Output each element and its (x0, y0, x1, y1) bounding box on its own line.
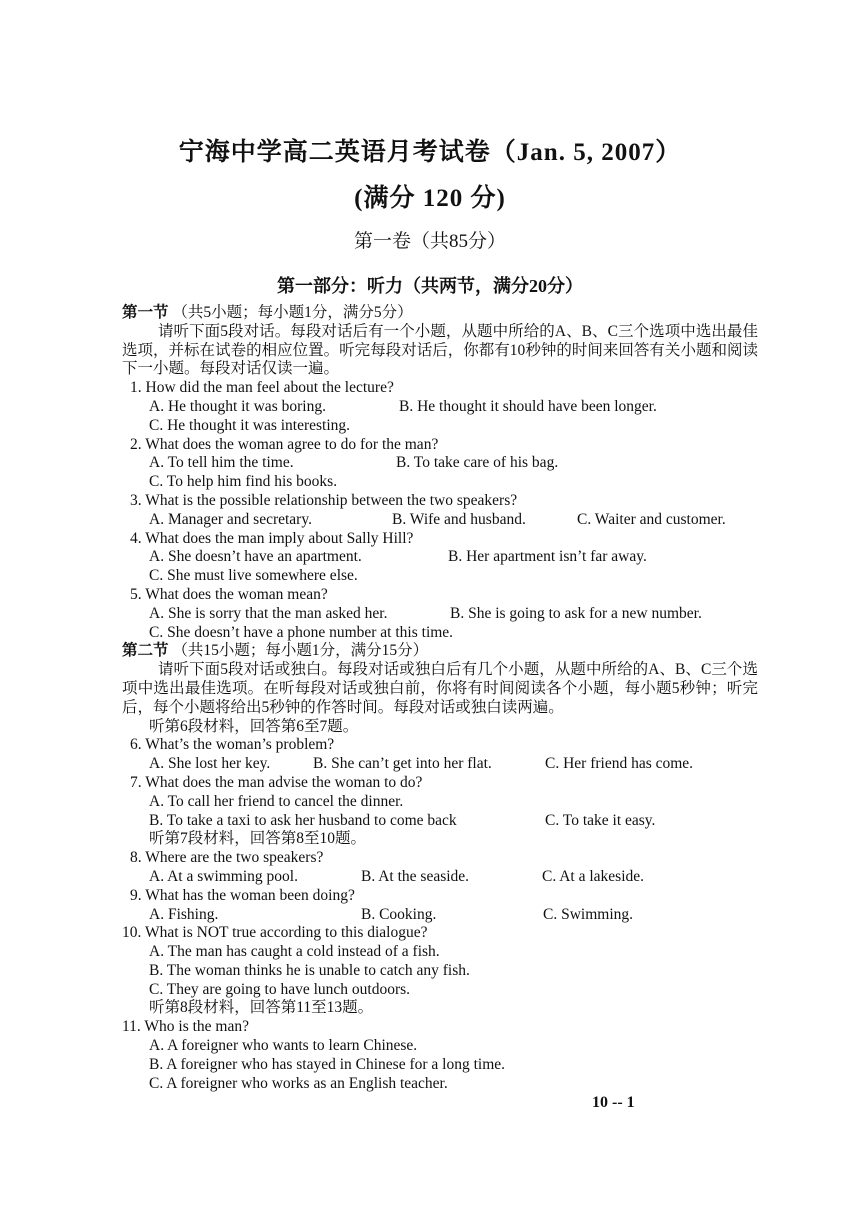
q3-options-row (122, 511, 758, 530)
q5-option-b: B. She is going to ask for a new number. (450, 604, 702, 622)
q4-option-a: A. She doesn’t have an apartment. (149, 548, 362, 566)
material-8-note: 听第8段材料，回答第11至13题。 (149, 999, 374, 1017)
section1-instructions: 请听下面5段对话。每段对话后有一个小题，从题中所给的A、B、C三个选项中选出最佳选项，并标在试卷的相应位置。听完每段对话后，你都有10秒钟的时间来回答有关小题和阅读下一小题。每段对话仅读一遍。 (122, 322, 758, 378)
q2-option-c: C. To help him find his books. (149, 473, 338, 491)
question-3: 3. What is the possible relationship between the two speakers? (130, 491, 518, 509)
question-6: 6. What’s the woman’s problem? (130, 736, 335, 754)
section1-label: 第一节 (122, 304, 169, 321)
q1-option-b: B. He thought it should have been longer. (399, 397, 657, 415)
q1-options-row (122, 398, 758, 417)
volume-heading: 第一卷（共85分） (353, 231, 506, 252)
q8-option-c: C. At a lakeside. (542, 867, 645, 885)
q4-option-c: C. She must live somewhere else. (149, 567, 358, 585)
full-score: (满分 120 分) (354, 185, 506, 212)
q11-option-c: C. A foreigner who works as an English teacher. (149, 1074, 448, 1092)
q3-option-b: B. Wife and husband. (392, 510, 526, 528)
question-11: 11. Who is the man? (122, 1018, 249, 1036)
q5-option-a: A. She is sorry that the man asked her. (149, 604, 388, 622)
q8-option-b: B. At the seaside. (361, 867, 470, 885)
exam-title: 宁海中学高二英语月考试卷（Jan. 5, 2007） (178, 139, 682, 166)
question-5: 5. What does the woman mean? (130, 585, 328, 603)
question-10: 10. What is NOT true according to this dialogue? (122, 924, 428, 942)
q9-option-b: B. Cooking. (361, 905, 437, 923)
q10-option-c: C. They are going to have lunch outdoors. (149, 980, 411, 998)
q9-option-a: A. Fishing. (149, 905, 219, 923)
question-9: 9. What has the woman been doing? (130, 886, 355, 904)
q8-option-a: A. At a swimming pool. (149, 867, 298, 885)
q4-options-row (122, 548, 758, 567)
q4-option-b: B. Her apartment isn’t far away. (448, 548, 647, 566)
q10-option-b: B. The woman thinks he is unable to catch any fish. (149, 961, 470, 979)
q11-option-a: A. A foreigner who wants to learn Chinese. (149, 1037, 418, 1055)
q8-options-row (122, 868, 758, 887)
material-7-note: 听第7段材料，回答第8至10题。 (149, 830, 367, 848)
q1-option-a: A. He thought it was boring. (149, 397, 326, 415)
q7-options-row (122, 812, 758, 831)
q5-option-c: C. She doesn’t have a phone number at this time. (149, 623, 454, 641)
q7-option-a: A. To call her friend to cancel the dinner. (149, 792, 404, 810)
q11-option-b: B. A foreigner who has stayed in Chinese for a long time. (149, 1055, 506, 1073)
section2-info: （共15小题；每小题1分，满分15分） (172, 642, 429, 660)
section1-heading (122, 304, 758, 323)
q2-option-b: B. To take care of his bag. (396, 454, 559, 472)
q7-option-c: C. To take it easy. (545, 811, 656, 829)
question-2: 2. What does the woman agree to do for the man? (130, 435, 439, 453)
q1-option-c: C. He thought it was interesting. (149, 416, 351, 434)
section2-label: 第二节 (122, 642, 169, 660)
q2-options-row (122, 454, 758, 473)
section2-instructions: 请听下面5段对话或独白。每段对话或独白后有几个小题，从题中所给的A、B、C三个选项中选出最佳选项。在听每段对话或独白前，你将有时间阅读各个小题，每小题5秒钟；听完后，每个小题将给出5秒钟的作答时间。每段对话或独白读两遍。 (122, 661, 758, 716)
q5-options-row (122, 605, 758, 624)
page-number: 10 -- 1 (592, 1094, 635, 1111)
q10-option-a: A. The man has caught a cold instead of a fish. (149, 943, 440, 961)
q6-option-c: C. Her friend has come. (545, 755, 694, 773)
question-8: 8. Where are the two speakers? (130, 849, 324, 867)
q3-option-a: A. Manager and secretary. (149, 510, 312, 528)
question-4: 4. What does the man imply about Sally Hill? (130, 529, 414, 547)
q6-option-b: B. She can’t get into her flat. (313, 755, 492, 773)
q6-options-row (122, 755, 758, 774)
q9-options-row (122, 906, 758, 925)
q2-option-a: A. To tell him the time. (149, 454, 294, 472)
exam-body (122, 304, 758, 1093)
section2-heading (122, 642, 758, 661)
question-7: 7. What does the man advise the woman to do? (130, 773, 423, 791)
q9-option-c: C. Swimming. (543, 905, 634, 923)
part-heading: 第一部分：听力（共两节，满分20分） (277, 276, 583, 296)
section1-info: （共5小题；每小题1分，满分5分） (172, 304, 413, 321)
q7-option-b: B. To take a taxi to ask her husband to come back (149, 811, 457, 829)
question-1: 1. How did the man feel about the lecture? (130, 379, 394, 397)
q6-option-a: A. She lost her key. (149, 755, 271, 773)
material-6-note: 听第6段材料，回答第6至7题。 (149, 717, 359, 735)
q3-option-c: C. Waiter and customer. (577, 510, 726, 528)
